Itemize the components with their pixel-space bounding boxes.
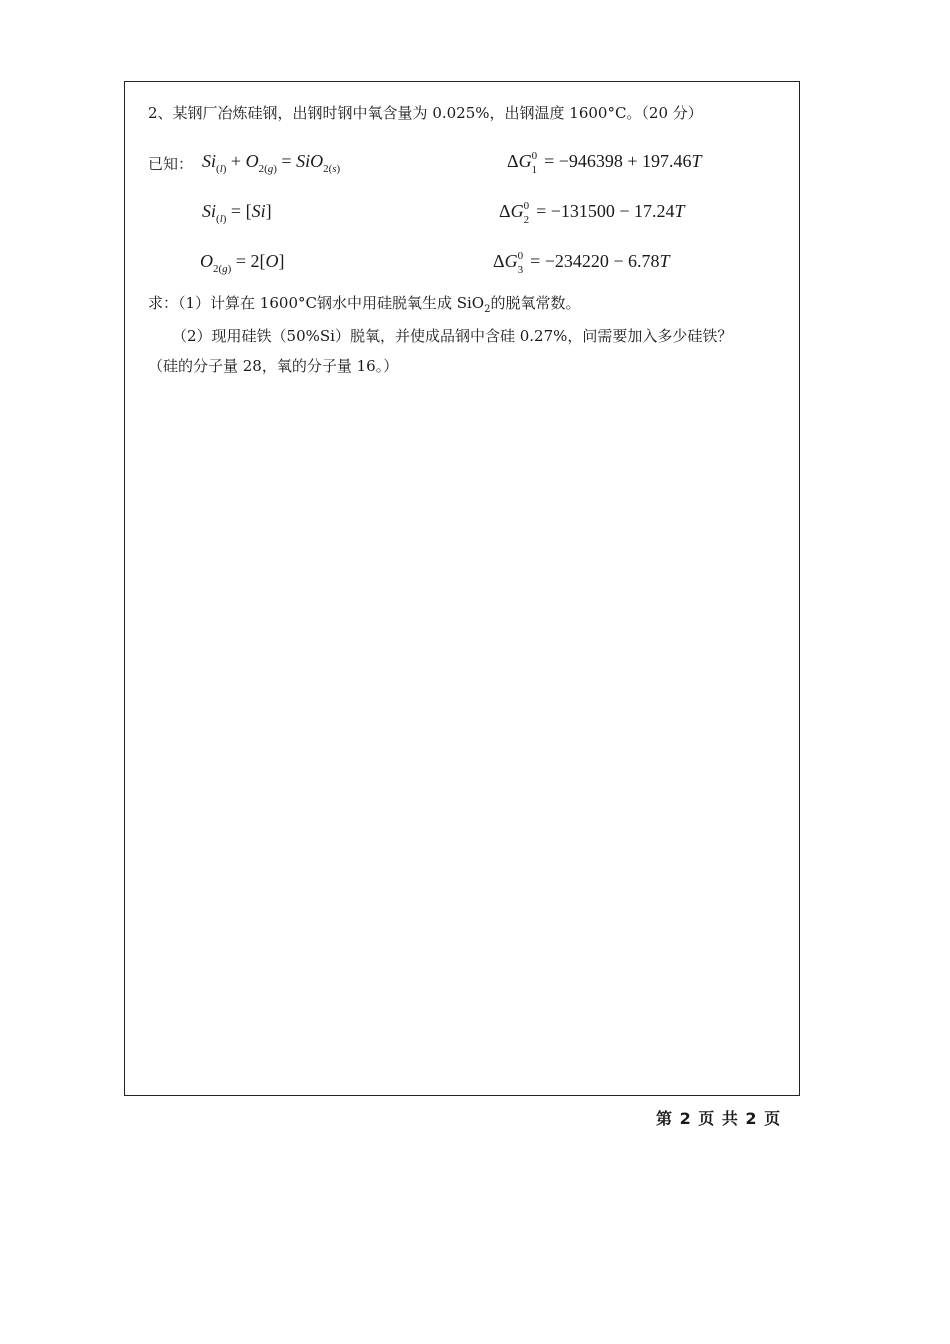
ask-part-1: 求：（1）计算在 1600°C钢水中用硅脱氧生成 SiO$_2$的脱氧常数。	[148, 294, 581, 315]
page-number: 第 2 页 共 2 页	[656, 1109, 782, 1128]
delta-g-1: ΔG 0 1 = −946398 + 197.46T	[507, 150, 702, 176]
ask-note: （硅的分子量 28，氧的分子量 16。）	[148, 357, 399, 375]
delta-g-2-value: = −131500 − 17.24	[536, 201, 675, 221]
delta-g-3-value: = −234220 − 6.78	[530, 251, 660, 271]
reaction-3: $O_{2(g)} = 2[O]$	[200, 251, 285, 275]
known-label: 已知：	[148, 155, 194, 173]
delta-g-2: ΔG 0 2 = −131500 − 17.24T	[499, 200, 685, 226]
delta-g-3: ΔG 0 3 = −234220 − 6.78T	[493, 250, 670, 276]
question-intro: 2、某钢厂冶炼硅钢，出钢时钢中氧含量为 0.025%，出钢温度 1600°C。（20 分）	[148, 104, 703, 122]
reaction-2: $Si_{(l)} = [Si]$	[202, 201, 272, 225]
answer-frame	[124, 81, 800, 1096]
delta-g-1-value: = −946398 + 197.46	[544, 151, 692, 171]
reaction-1: $Si_{(l)} + O_{2(g)} = SiO_{2(s)}$	[202, 151, 341, 175]
ask-part-2: （2）现用硅铁（50%Si）脱氧，并使成品钢中含硅 0.27%，问需要加入多少硅铁？	[172, 327, 733, 345]
